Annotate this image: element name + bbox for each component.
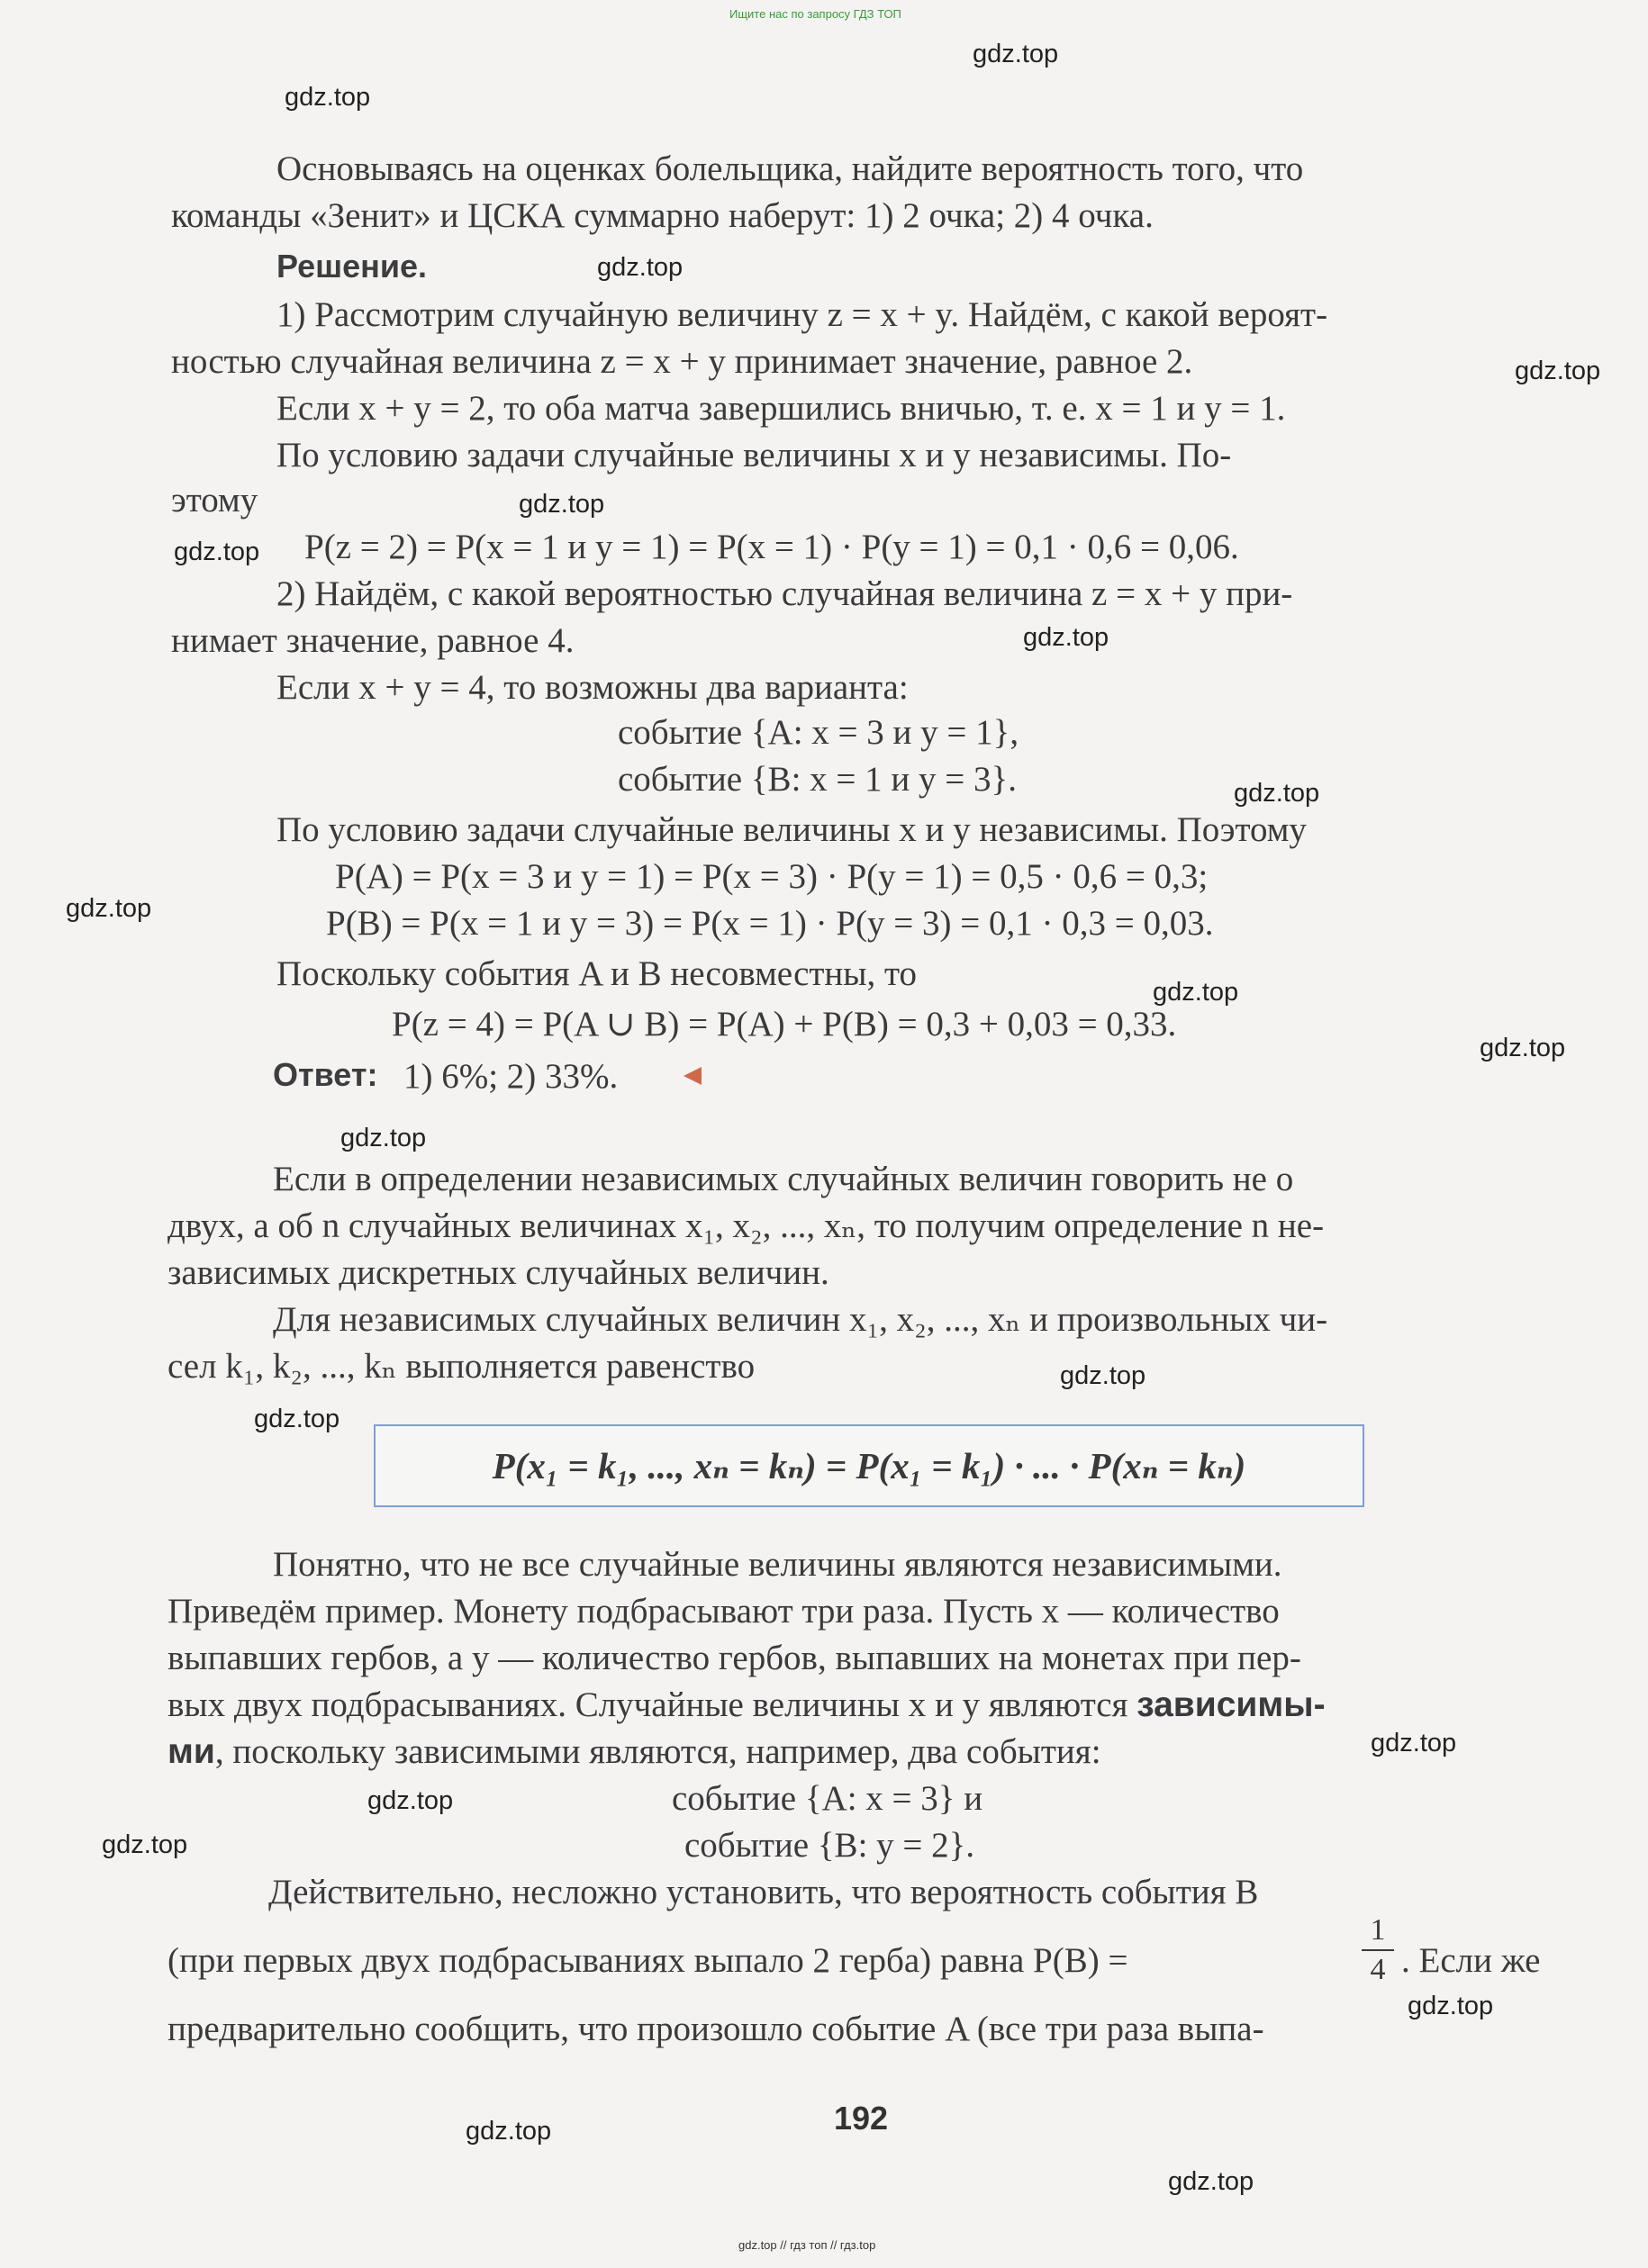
watermark: gdz.top xyxy=(102,1830,188,1859)
independence-formula-box xyxy=(374,1424,1364,1507)
example-line: (при первых двух подбрасываниях выпало 2 герба) равна P(B) = xyxy=(168,1941,1128,1980)
problem-line: команды «Зенит» и ЦСКА суммарно наберут: 1) 2 очка; 2) 4 очка. xyxy=(171,196,1154,235)
solution-line: Поскольку события A и B несовместны, то xyxy=(276,954,918,993)
watermark: gdz.top xyxy=(1408,1992,1494,2020)
fraction-numerator: 1 xyxy=(1370,1913,1386,1947)
example-line: Понятно, что не все случайные величины являются независимыми. xyxy=(273,1545,1282,1584)
theory-line: сел k₁, k₂, ..., kₙ выполняется равенство xyxy=(168,1347,756,1386)
solution-line: 1) Рассмотрим случайную величину z = x + y. Найдём, с какой вероят- xyxy=(276,295,1328,334)
solution-line: этому xyxy=(171,481,258,520)
answer-label: Ответ: xyxy=(273,1056,378,1093)
watermark: gdz.top xyxy=(340,1124,427,1152)
answer-text: 1) 6%; 2) 33%. xyxy=(403,1057,619,1096)
example-line xyxy=(168,1729,1101,1776)
theory-line: двух, а об n случайных величинах x₁, x₂, ..., xₙ, то получим определение n не- xyxy=(168,1206,1325,1245)
watermark: gdz.top xyxy=(1371,1729,1457,1757)
solution-line: 2) Найдём, с какой вероятностью случайная величина z = x + y при- xyxy=(276,574,1293,613)
solution-line: Если x + y = 2, то оба матча завершились вничью, т. е. x = 1 и y = 1. xyxy=(276,389,1286,428)
theory-line: зависимых дискретных случайных величин. xyxy=(168,1253,829,1292)
example-line: выпавших гербов, а y — количество гербов, выпавших на монетах при пер- xyxy=(168,1639,1301,1677)
event-b: событие {B: x = 1 и y = 3}. xyxy=(618,760,1017,799)
watermark: gdz.top xyxy=(1060,1361,1146,1390)
theory-line: Для независимых случайных величин x₁, x₂, ..., xₙ и произвольных чи- xyxy=(273,1300,1328,1339)
term-dependent: зависимы- xyxy=(1136,1685,1326,1724)
example-line: Действительно, несложно установить, что вероятность события B xyxy=(268,1873,1259,1911)
fraction-bar xyxy=(1362,1949,1394,1951)
event-a: событие {A: x = 3 и y = 1}, xyxy=(618,713,1019,752)
watermark: gdz.top xyxy=(973,40,1059,68)
watermark: gdz.top xyxy=(1515,357,1601,385)
watermark: gdz.top xyxy=(367,1786,454,1815)
solution-formula: P(B) = P(x = 1 и y = 3) = P(x = 1) · P(y = 3) = 0,1 · 0,3 = 0,03. xyxy=(326,904,1214,943)
watermark: gdz.top xyxy=(1153,978,1239,1007)
watermark: gdz.top xyxy=(466,2117,552,2146)
watermark: gdz.top xyxy=(1168,2167,1254,2196)
event-b: событие {B: y = 2}. xyxy=(684,1826,975,1865)
solution-line: Если x + y = 4, то возможны два варианта: xyxy=(276,668,909,707)
event-a: событие {A: x = 3} и xyxy=(672,1779,983,1818)
term-dependent-end: ми xyxy=(168,1732,215,1771)
watermark: gdz.top xyxy=(597,253,684,282)
fraction-denominator: 4 xyxy=(1370,1953,1386,1986)
watermark: gdz.top xyxy=(1480,1034,1566,1062)
watermark: gdz.top xyxy=(1023,623,1109,652)
watermark: gdz.top xyxy=(66,894,152,923)
solution-formula: P(A) = P(x = 3 и y = 1) = P(x = 3) · P(y = 1) = 0,5 · 0,6 = 0,3; xyxy=(335,857,1209,896)
watermark: gdz.top xyxy=(519,490,605,519)
watermark: gdz.top xyxy=(1234,779,1320,808)
example-line-text: вых двух подбрасываниях. Случайные величины x и y являются xyxy=(168,1685,1128,1724)
watermark: gdz.top xyxy=(174,538,260,566)
example-line: . Если же xyxy=(1401,1941,1541,1980)
example-line: Приведём пример. Монету подбрасывают три раза. Пусть x — количество xyxy=(168,1592,1280,1631)
independence-formula: P(x₁ = k₁, ..., xₙ = kₙ) = P(x₁ = k₁) · ... · P(xₙ = kₙ) xyxy=(492,1445,1246,1486)
example-line-text: , поскольку зависимыми являются, например, два события: xyxy=(214,1732,1101,1771)
solution-line: ностью случайная величина z = x + y принимает значение, равное 2. xyxy=(171,342,1193,381)
example-line: предварительно сообщить, что произошло событие A (все три раза выпа- xyxy=(168,2010,1264,2048)
footer-note: gdz.top // гдз топ // гдз.top xyxy=(738,2238,876,2252)
solution-line: По условию задачи случайные величины x и y независимы. По- xyxy=(276,436,1232,474)
solution-line: По условию задачи случайные величины x и y независимы. Поэтому xyxy=(276,810,1307,849)
solution-formula: P(z = 2) = P(x = 1 и y = 1) = P(x = 1) · P(y = 1) = 0,1 · 0,6 = 0,06. xyxy=(304,528,1239,566)
solution-formula: P(z = 4) = P(A ∪ B) = P(A) + P(B) = 0,3 + 0,03 = 0,33. xyxy=(392,1005,1177,1044)
theory-line: Если в определении независимых случайных величин говорить не о xyxy=(273,1160,1294,1198)
page-number: 192 xyxy=(834,2100,889,2137)
watermark: gdz.top xyxy=(254,1405,340,1433)
end-marker-icon xyxy=(684,1067,702,1085)
watermark: gdz.top xyxy=(285,83,371,112)
solution-line: нимает значение, равное 4. xyxy=(171,621,575,660)
solution-heading: Решение. xyxy=(276,248,428,285)
example-line xyxy=(168,1682,1326,1729)
search-note: Ищите нас по запросу ГДЗ ТОП xyxy=(729,7,901,21)
fraction-one-quarter xyxy=(1362,1915,1394,1985)
problem-line: Основываясь на оценках болельщика, найдите вероятность того, что xyxy=(276,149,1304,188)
